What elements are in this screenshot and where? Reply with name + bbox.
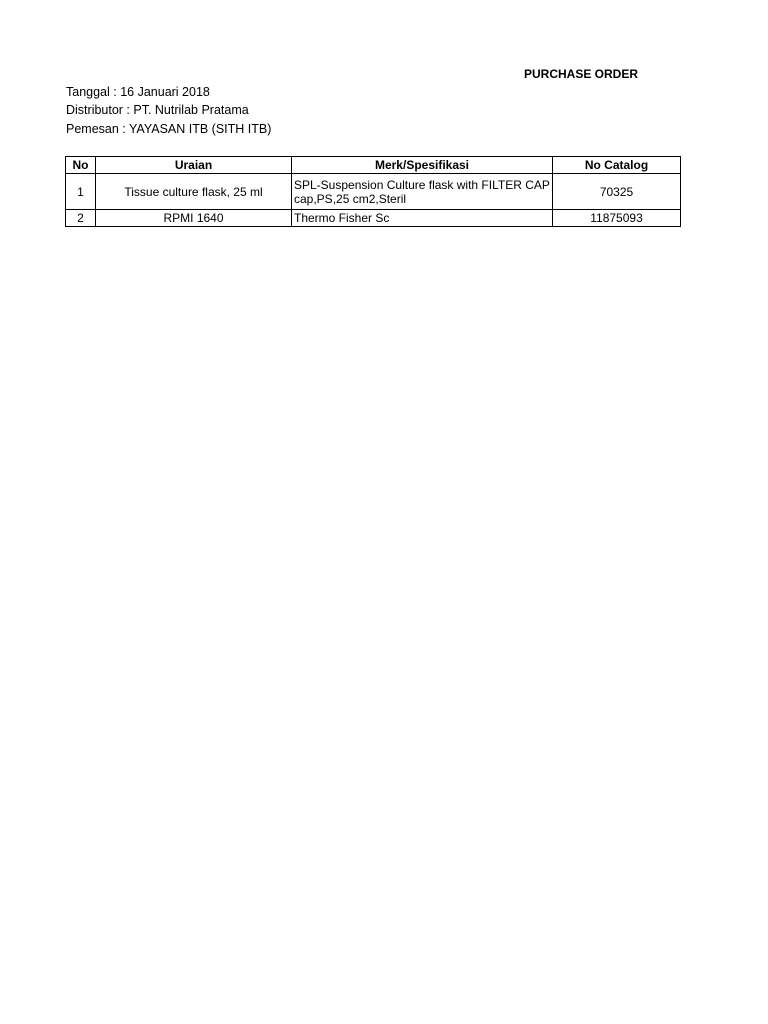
order-date: Tanggal : 16 Januari 2018 bbox=[66, 85, 210, 99]
table-header-row bbox=[66, 157, 681, 174]
cell-catalog: 70325 bbox=[553, 174, 681, 210]
table-row bbox=[66, 210, 681, 227]
cell-uraian: Tissue culture flask, 25 ml bbox=[96, 174, 292, 210]
table-row bbox=[66, 174, 681, 210]
header-uraian: Uraian bbox=[96, 157, 292, 174]
cell-merk: SPL-Suspension Culture flask with FILTER CAP cap,PS,25 cm2,Steril bbox=[292, 174, 553, 210]
cell-uraian: RPMI 1640 bbox=[96, 210, 292, 227]
document-title: PURCHASE ORDER bbox=[524, 67, 639, 81]
header-no: No bbox=[66, 157, 96, 174]
cell-no: 2 bbox=[66, 210, 96, 227]
cell-catalog: 11875093 bbox=[553, 210, 681, 227]
order-items-table bbox=[65, 156, 681, 227]
header-catalog: No Catalog bbox=[553, 157, 681, 174]
buyer: Pemesan : YAYASAN ITB (SITH ITB) bbox=[66, 122, 272, 136]
header-merk: Merk/Spesifikasi bbox=[292, 157, 553, 174]
cell-merk: Thermo Fisher Sc bbox=[292, 210, 553, 227]
cell-no: 1 bbox=[66, 174, 96, 210]
distributor: Distributor : PT. Nutrilab Pratama bbox=[66, 103, 249, 117]
